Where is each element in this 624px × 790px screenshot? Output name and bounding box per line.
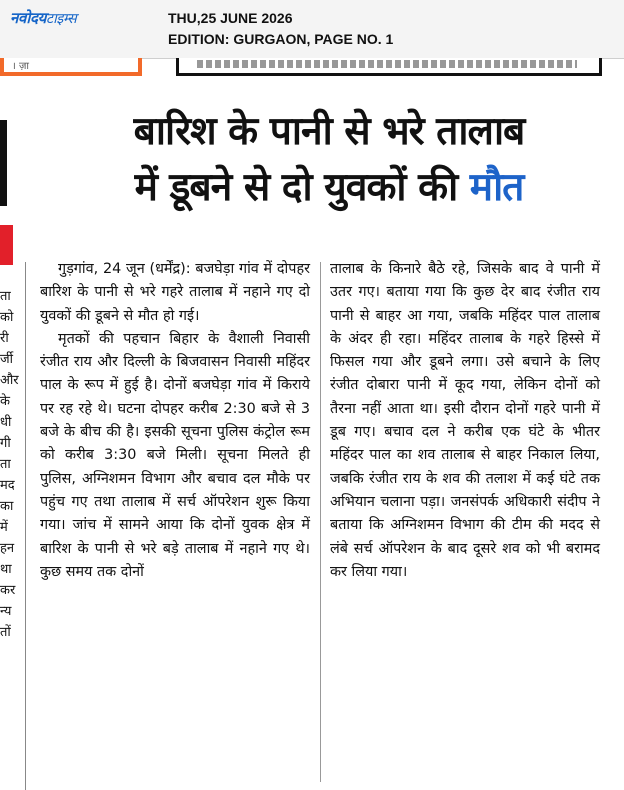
epaper-header [0,0,624,59]
adjacent-story-frame-orange [0,58,142,76]
column-divider [320,262,321,782]
article-paragraph-1: गुड़गांव, 24 जून (धर्मेंद्र): बजघेड़ा गांव में दोपहर बारिश के पानी से भरे गहरे तालाब में नहाने गए दो युवकों की डूबने से मौत हो गई। [40,261,310,324]
article-column-1 [40,258,310,584]
headline-line-1: बारिश के पानी से भरे तालाब [133,109,525,154]
adjacent-story-frame-black [176,58,602,76]
column-divider-left [25,262,26,790]
clipped-text-strip [197,60,577,68]
edition-page: EDITION: GURGAON, PAGE NO. 1 [168,31,394,47]
logo-sub-text: टाइम्स [46,11,77,27]
logo-main-text: नवोदय [10,9,47,27]
headline-line-2-main: में डूबने से दो युवकों की [134,165,470,210]
adjacent-story-red-block [0,225,13,265]
article-paragraph-3: तालाब के किनारे बैठे रहे, जिसके बाद वे पानी में उतर गए। बताया गया कि कुछ देर बाद रंजीत राय पानी से बाहर आ गया, जबकि महिंदर पाल तालाब के अंदर ही रहा। महिंदर तालाब के गहरे हिस्से में फिसल गया और डूबने लगा। उसे बचाने के लिए रंजीत दोबारा पानी में कूद गया, लेकिन दोनों को तैरना नहीं आता था। इसी दौरान दोनों गहरे पानी में डूब गए। बचाव दल ने करीब एक घंटे के भीतर महिंदर पाल का शव तालाब से बाहर निकाल लिया, जबकि रंजीत राय के शव की तलाश में कई घंटे तक अभियान चलाना पड़ा। जनसंपर्क अधिकारी संदीप ने बताया कि अग्निशमन विभाग की टीम की मदद से लंबे सर्च ऑपरेशन के बाद दूसरे शव को भी बरामद कर लिया गया। [330,261,600,580]
edition-info [168,8,393,50]
adjacent-story-fragment-text: । ज़ा [12,61,29,72]
article-headline [44,104,614,216]
headline-line-2 [44,160,614,216]
article-paragraph-2: मृतकों की पहचान बिहार के वैशाली निवासी रंजीत राय और दिल्ली के बिजवासन निवासी महिंदर पाल के रूप में हुई है। दोनों बजघेड़ा गांव में किराये पर रह रहे थे। घटना दोपहर करीब 2:30 बजे से 3 बजे के बीच की है। इसकी सूचना पुलिस कंट्रोल रूम को करीब 3:30 बजे मिली। सूचना मिलते ही पुलिस, अग्निशमन विभाग और बचाव दल मौके पर पहुंच गए तथा तालाब में सर्च ऑपरेशन शुरू किया गया। जांच में सामने आया कि दोनों युवक क्षेत्र में बारिश के पानी से भरे बड़े तालाब में नहाने गए थे। कुछ समय तक दोनों [40,330,310,580]
issue-date: THU,25 JUNE 2026 [168,10,293,26]
newspaper-logo[interactable] [10,8,76,28]
article-column-2 [330,258,600,584]
headline-accent-word: मौत [469,165,524,210]
adjacent-story-headline-fragment [0,120,7,206]
adjacent-story-column-fragment: ता को री र्जी और के धी गी ता मद का में हन था कर न्य तों [0,289,19,640]
